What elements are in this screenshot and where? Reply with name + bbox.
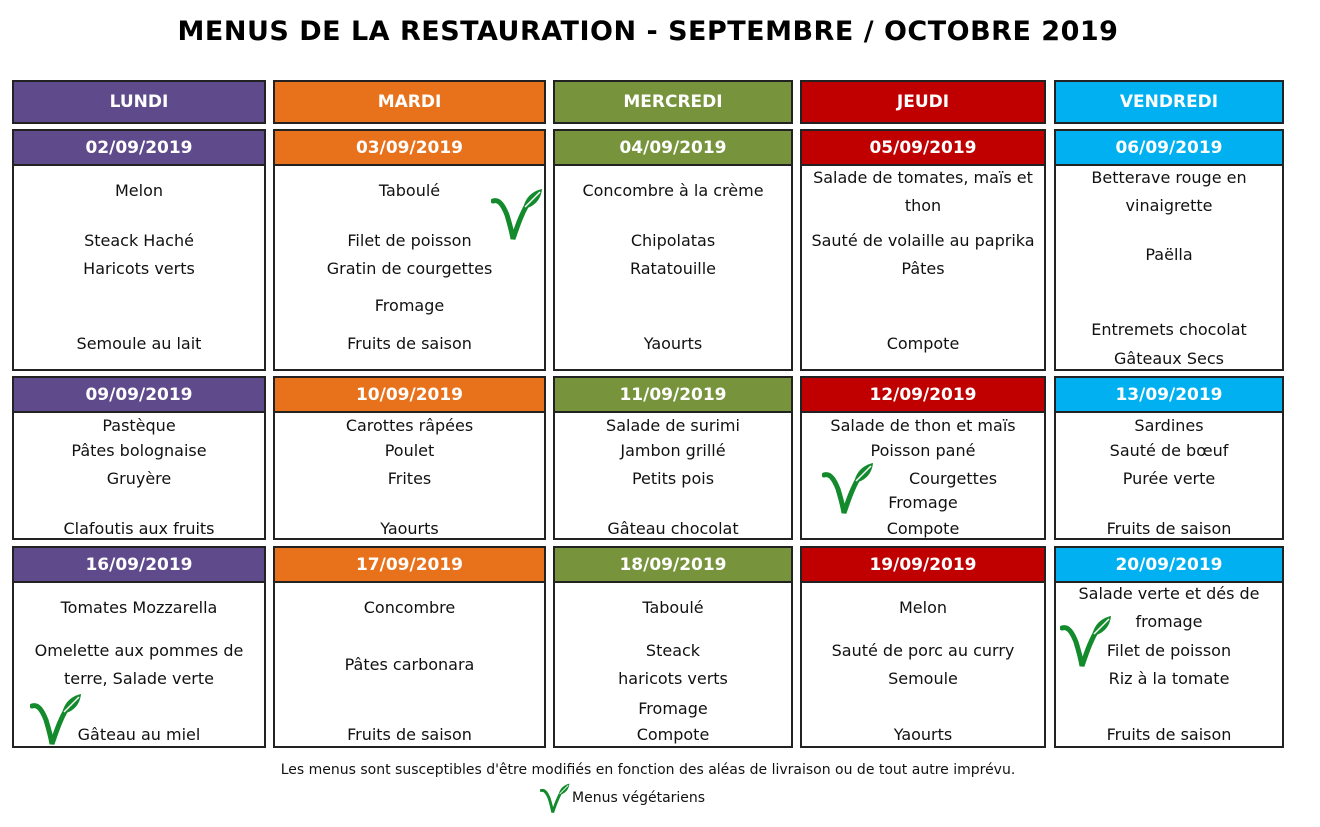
dish: Fruits de saison [1106, 725, 1232, 744]
menu-date: 06/09/2019 [1056, 131, 1282, 166]
menu-cell [1054, 376, 1284, 540]
dish: Frites [387, 469, 432, 488]
page-title: MENUS DE LA RESTAURATION - SEPTEMBRE / OCTOBRE 2019 [177, 16, 1119, 47]
dish: Concombre [363, 598, 456, 617]
vegetarian-v-leaf-icon [491, 187, 543, 241]
menu-cell [800, 129, 1046, 371]
menu-date: 09/09/2019 [14, 378, 264, 413]
dish: Sauté de porc au curry [831, 641, 1015, 660]
dish: Semoule [888, 669, 958, 688]
day-header-mercredi: MERCREDI [553, 80, 793, 124]
day-header-lundi: LUNDI [12, 80, 266, 124]
dish: Pâtes bolognaise [71, 441, 207, 460]
dish: Sauté de bœuf [1109, 441, 1229, 460]
dish: Fruits de saison [347, 725, 472, 744]
day-header-vendredi: VENDREDI [1054, 80, 1284, 124]
menu-cell [273, 129, 546, 371]
menu-cell [273, 546, 546, 748]
menu-date: 11/09/2019 [555, 378, 791, 413]
menu-cell [1054, 129, 1284, 371]
dish: Fromage [888, 493, 958, 512]
dish: Jambon grillé [620, 441, 726, 460]
dish: Yaourts [893, 725, 953, 744]
dish: Pâtes [901, 259, 945, 278]
menu-date: 20/09/2019 [1056, 548, 1282, 583]
dish: Haricots verts [83, 259, 195, 278]
dish: Concombre à la crème [582, 181, 764, 200]
dish: Compote [886, 334, 960, 353]
menu-cell [273, 376, 546, 540]
menu-date: 10/09/2019 [275, 378, 544, 413]
dish: Pastèque [102, 416, 176, 435]
dish: Petits pois [631, 469, 715, 488]
menu-cell [12, 129, 266, 371]
dish: Fruits de saison [347, 334, 472, 353]
menu-date: 17/09/2019 [275, 548, 544, 583]
dish: Paëlla [1145, 245, 1193, 264]
dish: Clafoutis aux fruits [63, 519, 215, 538]
dish: thon [904, 196, 942, 215]
dish: vinaigrette [1125, 196, 1213, 215]
dish: Courgettes [908, 469, 998, 488]
dish: Melon [114, 181, 164, 200]
dish: terre, Salade verte [64, 669, 214, 688]
dish: haricots verts [618, 669, 728, 688]
dish: Yaourts [380, 519, 439, 538]
menu-date: 16/09/2019 [14, 548, 264, 583]
dish: Poulet [384, 441, 435, 460]
dish: Sauté de volaille au paprika [811, 231, 1035, 250]
dish: Salade de thon et maïs [830, 416, 1016, 435]
dish: Fromage [638, 699, 708, 718]
dish: Carottes râpées [345, 416, 474, 435]
menu-date: 04/09/2019 [555, 131, 791, 166]
dish: Filet de poisson [1106, 641, 1232, 660]
menu-cell [12, 546, 266, 748]
dish: Pâtes carbonara [344, 655, 475, 674]
dish: Fromage [374, 296, 445, 315]
menu-date: 19/09/2019 [802, 548, 1044, 583]
dish: Gruyère [106, 469, 172, 488]
vegetarian-v-leaf-icon [30, 692, 82, 746]
menu-cell [800, 376, 1046, 540]
dish: Sardines [1134, 416, 1204, 435]
dish: Taboulé [642, 598, 704, 617]
dish: Tomates Mozzarella [60, 598, 218, 617]
dish: Omelette aux pommes de [34, 641, 244, 660]
dish: Melon [898, 598, 948, 617]
menu-date: 03/09/2019 [275, 131, 544, 166]
dish: Steack Haché [84, 231, 194, 250]
dish: Gratin de courgettes [326, 259, 493, 278]
vegetarian-v-leaf-icon [540, 782, 570, 814]
dish: Poisson pané [870, 441, 976, 460]
disclaimer-note: Les menus sont susceptibles d'être modifiés en fonction des aléas de livraison ou de tout autre imprévu. [280, 762, 1016, 778]
dish: Taboulé [378, 181, 441, 200]
dish: Salade verte et dés de [1078, 584, 1260, 603]
menu-date: 13/09/2019 [1056, 378, 1282, 413]
dish: Ratatouille [629, 259, 717, 278]
dish: Steack [645, 641, 701, 660]
vegetarian-v-leaf-icon [822, 461, 874, 515]
menu-date: 02/09/2019 [14, 131, 264, 166]
dish: Betterave rouge en [1091, 168, 1247, 187]
dish: Gâteau au miel [77, 725, 201, 744]
dish: Gâteaux Secs [1114, 349, 1224, 368]
menu-date: 05/09/2019 [802, 131, 1044, 166]
menu-cell [800, 546, 1046, 748]
legend [540, 782, 705, 814]
day-header-mardi: MARDI [273, 80, 546, 124]
day-header-jeudi: JEUDI [800, 80, 1046, 124]
dish: Purée verte [1122, 469, 1216, 488]
vegetarian-v-leaf-icon [1060, 614, 1112, 668]
dish: Salade de surimi [606, 416, 740, 435]
menu-date: 18/09/2019 [555, 548, 791, 583]
dish: fromage [1135, 612, 1203, 631]
dish: Entremets chocolat [1091, 320, 1247, 339]
dish: Salade de tomates, maïs et [813, 168, 1033, 187]
dish: Filet de poisson [347, 231, 472, 250]
menu-cell [553, 129, 793, 371]
dish: Semoule au lait [76, 334, 202, 353]
dish: Fruits de saison [1106, 519, 1232, 538]
menu-cell [12, 376, 266, 540]
dish: Chipolatas [630, 231, 716, 250]
menu-cell [1054, 546, 1284, 748]
menu-cell [553, 376, 793, 540]
dish: Compote [636, 725, 710, 744]
dish: Compote [886, 519, 960, 538]
menu-date: 12/09/2019 [802, 378, 1044, 413]
dish: Yaourts [643, 334, 703, 353]
legend-label: Menus végétariens [572, 790, 706, 806]
dish: Gâteau chocolat [607, 519, 739, 538]
menu-cell [553, 546, 793, 748]
dish: Riz à la tomate [1108, 669, 1230, 688]
